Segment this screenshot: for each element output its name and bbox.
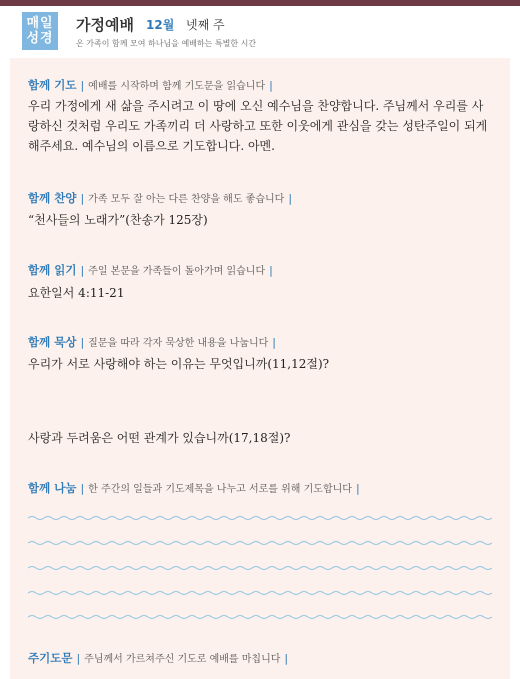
page-subtitle: 온 가족이 함께 모여 하나님을 예배하는 특별한 시간 — [76, 39, 257, 48]
hymn-text: “천사들의 노래가”(찬송가 125장) — [28, 213, 208, 227]
magazine-logo — [22, 12, 58, 50]
section-desc: 질문을 따라 각자 묵상한 내용을 나눕니다 — [88, 338, 269, 349]
section-desc: 주일 본문을 가족들이 돌아가며 읽습니다 — [88, 266, 266, 277]
section-name: 함께 나눔 — [28, 481, 77, 495]
divider: | — [269, 79, 273, 92]
section-desc: 예배를 시작하며 함께 기도문을 읽습니다 — [88, 81, 266, 92]
week-label: 넷째 주 — [186, 18, 225, 32]
divider: | — [269, 264, 273, 277]
writing-line[interactable] — [28, 614, 492, 620]
meditation-question-2: 사랑과 두려움은 어떤 관계가 있습니까(17,18절)? — [28, 431, 291, 445]
scripture-reference: 요한일서 4:11-21 — [28, 286, 125, 300]
prayer-text: 우리 가정에게 새 삶을 주시려고 이 땅에 오신 예수님을 찬양합니다. 주님께서 우리를 사랑하신 것처럼 우리도 가족끼리 더 사랑하고 또한 이웃에게 관심을 갖는 성탄주일이 되게 해주세요. 예수님의 이름으로 기도합니다. 아멘. — [28, 99, 488, 153]
divider: | — [80, 482, 85, 495]
divider: | — [80, 264, 85, 277]
divider: | — [80, 79, 85, 92]
meditation-question-1: 우리가 서로 사랑해야 하는 이유는 무엇입니까(11,12절)? — [28, 357, 330, 371]
section-desc: 주님께서 가르쳐주신 기도로 예배를 마칩니다 — [84, 654, 281, 665]
logo-line-2: 성경 — [26, 31, 54, 46]
writing-line[interactable] — [28, 590, 492, 596]
section-heading-lords-prayer — [28, 650, 292, 666]
divider: | — [80, 336, 85, 349]
section-name: 함께 찬양 — [28, 191, 77, 205]
section-desc: 가족 모두 잘 아는 다른 찬양을 해도 좋습니다 — [88, 194, 285, 205]
section-name: 주기도문 — [28, 651, 73, 665]
month-label: 12월 — [146, 18, 175, 32]
section-name: 함께 기도 — [28, 78, 77, 92]
section-name: 함께 읽기 — [28, 263, 77, 277]
section-name: 함께 묵상 — [28, 335, 77, 349]
writing-line[interactable] — [28, 565, 492, 571]
section-heading-sharing — [28, 480, 364, 496]
section-heading-praise — [28, 190, 296, 206]
divider: | — [355, 482, 360, 495]
divider: | — [272, 336, 277, 349]
writing-line[interactable] — [28, 515, 492, 521]
top-accent-bar — [0, 0, 520, 6]
divider: | — [80, 192, 85, 205]
section-desc: 한 주간의 일들과 기도제목을 나누고 서로를 위해 기도합니다 — [88, 484, 352, 495]
divider: | — [288, 192, 293, 205]
logo-line-1: 매일 — [26, 16, 54, 31]
section-heading-meditation — [28, 334, 280, 350]
section-heading-reading — [28, 262, 277, 278]
divider: | — [284, 652, 289, 665]
section-heading-prayer — [28, 77, 277, 93]
page-title: 가정예배 — [76, 16, 134, 34]
writing-line[interactable] — [28, 540, 492, 546]
divider: | — [76, 652, 81, 665]
